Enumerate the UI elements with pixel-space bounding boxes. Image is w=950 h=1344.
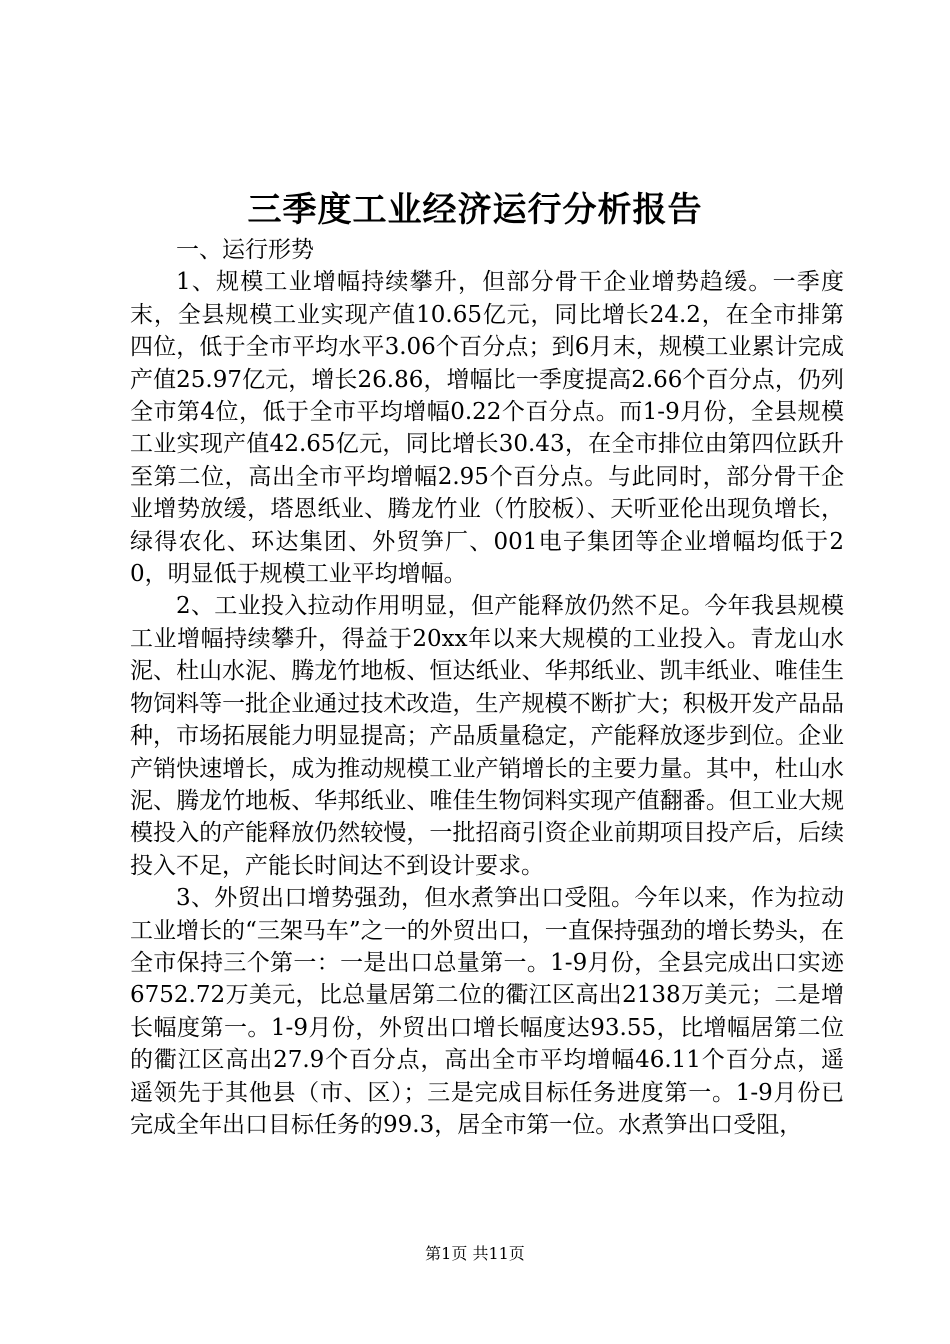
page-title: 三季度工业经济运行分析报告 [247,190,703,230]
paragraph-1: 1、规模工业增幅持续攀升，但部分骨干企业增势趋缓。一季度末，全县规模工业实现产值10.65亿元，同比增长24.2，在全市排第四位，低于全市平均水平3.06个百分点；到6月末，规模工业累计完成产值25.97亿元，增长26.86，增幅比一季度提高2.66个百分点，仍列全市第4位，低于全市平均增幅0.22个百分点。而1-9月份，全县规模工业实现产值42.65亿元，同比增长30.43，在全市排位由第四位跃升至第二位，高出全市平均增幅2.95个百分点。与此同时，部分骨干企业增势放缓，塔恩纸业、腾龙竹业（竹胶板）、天听亚伦出现负增长，绿得农化、环达集团、外贸笋厂、001电子集团等企业增幅均低于20，明显低于规模工业平均增幅。 [130,269,844,588]
document-body [130,234,844,1141]
page-number-footer: 第1页 共11页 [425,1244,525,1263]
paragraph-2: 2、工业投入拉动作用明显，但产能释放仍然不足。今年我县规模工业增幅持续攀升，得益于20xx年以来大规模的工业投入。青龙山水泥、杜山水泥、腾龙竹地板、恒达纸业、华邦纸业、凯丰纸业、唯佳生物饲料等一批企业通过技术改造，生产规模不断扩大；积极开发产品品种，市场拓展能力明显提高；产品质量稳定，产能释放逐步到位。企业产销快速增长，成为推动规模工业产销增长的主要力量。其中，杜山水泥、腾龙竹地板、华邦纸业、唯佳生物饲料实现产值翻番。但工业大规模投入的产能释放仍然较慢，一批招商引资企业前期项目投产后，后续投入不足，产能长时间达不到设计要求。 [130,593,844,879]
paragraph-3: 3、外贸出口增势强劲，但水煮笋出口受阻。今年以来，作为拉动工业增长的“三架马车”之一的外贸出口，一直保持强劲的增长势头，在全市保持三个第一：一是出口总量第一。1-9月份，全县完成出口实迹6752.72万美元，比总量居第二位的衢江区高出2138万美元；二是增长幅度第一。1-9月份，外贸出口增长幅度达93.55，比增幅居第二位的衢江区高出27.9个百分点，高出全市平均增幅46.11个百分点，遥遥领先于其他县（市、区）；三是完成目标任务进度第一。1-9月份已完成全年出口目标任务的99.3，居全市第一位。水煮笋出口受阻， [130,885,844,1138]
section-heading: 一、运行形势 [176,237,314,263]
